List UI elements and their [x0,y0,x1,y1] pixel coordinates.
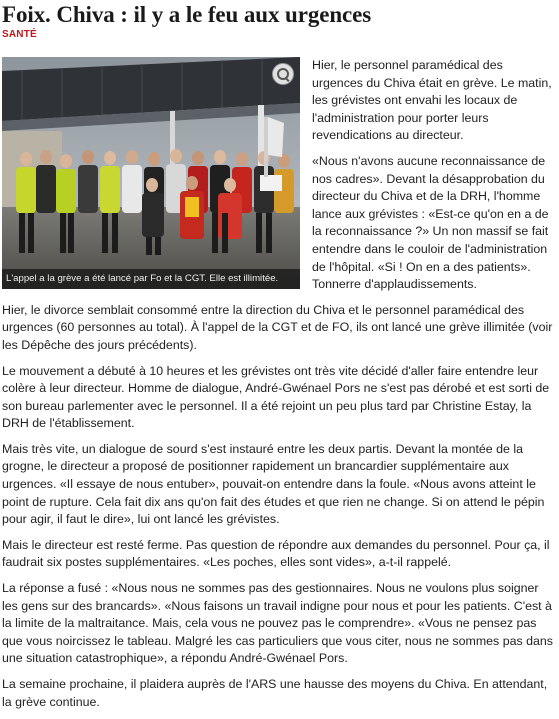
article [2,0,554,719]
paragraph: Hier, le divorce semblait consommé entre la direction du Chiva et le personnel paramédical des urgences (60 personnes au total). À l'appel de la CGT et de FO, ils ont lancé une grève illimitée (voir les Dépêche des jours précédents). [2,302,553,352]
paragraph: Hier, le personnel paramédical des urgences du Chiva était en grève. Le matin, les grévistes ont envahi les locaux de l'administration pour porter leurs revendications au directeur. [312,58,552,143]
photo-caption: L'appel a la grève a été lancé par Fo et la CGT. Elle est illimitée. [2,269,300,289]
paragraph: La semaine prochaine, il plaidera auprès de l'ARS une hausse des moyens du Chiva. En attendant, la grève continue. [2,677,548,709]
article-photo[interactable] [2,57,300,289]
paragraph: La réponse a fusé : «Nous nous ne sommes pas des gestionnaires. Nous ne voulons plus soigner les gens sur des brancards». «Nous faisons un travail indigne pour nous et pour les patients. C'est à la limite de la maltraitance. Mais, cela vous ne pouvez pas le comprendre». «Vous ne pensez pas que vous noircissez le tableau. Malgré les cas particuliers que vous citer, nous ne sommes pas dans une situation catastrophique», a répondu André-Gwénael Pors. [2,581,553,666]
paragraph: Le mouvement a débuté à 10 heures et les grévistes ont très vite décidé d'aller faire entendre leur colère à leur directeur. Homme de dialogue, André-Gwénael Pors ne s'est pas dérobé et est sorti de son bureau parlementer avec le personnel. Il a été rejoint un peu plus tard par Christine Estay, la DRH de l'établissement. [2,363,550,431]
article-title: Foix. Chiva : il y a le feu aux urgences [2,2,372,27]
paragraph: «Nous n'avons aucune reconnaissance de nos cadres». Devant la désapprobation du directeur du Chiva et de la DRH, l'homme lance aux grévistes : «Est-ce qu'on en a de la reconnaissance ?» Un non massif se fait entendre dans le couloir de l'administration de l'hôpital. «Si ! On en a des patients». Tonnerre d'applaudissements. [312,153,549,292]
zoom-magnifier-icon[interactable] [272,63,294,85]
photo-illustration [2,57,300,289]
article-body [2,57,554,711]
article-rubric: SANTÉ [2,29,37,40]
paragraph: Mais le directeur est resté ferme. Pas question de répondre aux demandes du personnel. Pour ça, il faudrait six postes supplémentaires. «Les poches, elles sont vides», a-t-il rappelé. [2,537,550,570]
paragraph: Mais très vite, un dialogue de sourd s'est instauré entre les deux partis. Devant la montée de la grogne, le directeur a proposé de positionner rapidement un brancardier supplémentaire aux urgences. «Il essaye de nous entuber», pouvait-on entendre dans la foule. «Nous avons atteint le point de rupture. Cela fait dix ans qu'on fait des études et que rien ne change. Si on attend le pépin pour agir, il faut le dire», lui ont lancé les grévistes. [2,441,545,527]
